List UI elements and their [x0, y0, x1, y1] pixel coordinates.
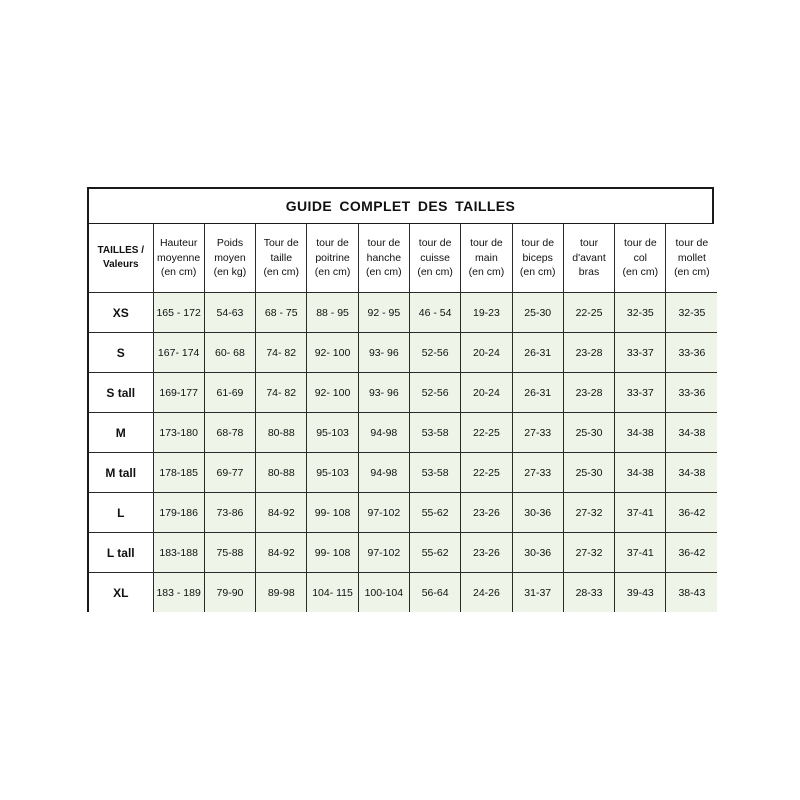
column-header [615, 224, 666, 293]
measurement-cell: 32-35 [615, 293, 666, 333]
measurement-cell: 36-42 [666, 533, 717, 573]
table-row [89, 573, 717, 613]
measurement-cell: 80-88 [256, 453, 307, 493]
measurement-cell: 25-30 [563, 413, 614, 453]
column-header [666, 224, 717, 293]
measurement-cell: 89-98 [256, 573, 307, 613]
measurement-cell: 92- 100 [307, 333, 358, 373]
header-line: hanche [366, 251, 402, 264]
measurement-cell: 183 - 189 [153, 573, 204, 613]
measurement-cell: 55-62 [409, 493, 460, 533]
measurement-cell: 46 - 54 [409, 293, 460, 333]
measurement-cell: 30-36 [512, 533, 563, 573]
measurement-cell: 19-23 [461, 293, 512, 333]
measurement-cell: 24-26 [461, 573, 512, 613]
size-label: XL [89, 573, 153, 613]
column-header [563, 224, 614, 293]
table-body [89, 293, 717, 613]
measurement-cell: 69-77 [204, 453, 255, 493]
header-line: main [475, 251, 498, 264]
measurement-cell: 178-185 [153, 453, 204, 493]
measurement-cell: 169-177 [153, 373, 204, 413]
measurement-cell: 104- 115 [307, 573, 358, 613]
size-label: L tall [89, 533, 153, 573]
size-label: M tall [89, 453, 153, 493]
measurement-cell: 93- 96 [358, 373, 409, 413]
measurement-cell: 74- 82 [256, 373, 307, 413]
measurement-cell: 20-24 [461, 333, 512, 373]
column-header [153, 224, 204, 293]
measurement-cell: 33-37 [615, 333, 666, 373]
measurement-cell: 39-43 [615, 573, 666, 613]
measurement-cell: 53-58 [409, 453, 460, 493]
measurement-cell: 52-56 [409, 373, 460, 413]
header-line: tour de [470, 237, 503, 250]
measurement-cell: 99- 108 [307, 533, 358, 573]
measurement-cell: 68 - 75 [256, 293, 307, 333]
measurement-cell: 183-188 [153, 533, 204, 573]
measurement-cell: 94-98 [358, 413, 409, 453]
header-line: (en cm) [622, 266, 659, 279]
measurement-cell: 94-98 [358, 453, 409, 493]
measurement-cell: 26-31 [512, 373, 563, 413]
measurement-cell: 165 - 172 [153, 293, 204, 333]
column-header [307, 224, 358, 293]
measurement-cell: 95-103 [307, 413, 358, 453]
measurement-cell: 22-25 [563, 293, 614, 333]
column-header [461, 224, 512, 293]
measurement-cell: 27-33 [512, 453, 563, 493]
header-line: tour [579, 237, 599, 250]
header-line: Hauteur [159, 237, 198, 250]
header-line: taille [270, 251, 293, 264]
measurement-cell: 34-38 [615, 413, 666, 453]
measurement-cell: 167- 174 [153, 333, 204, 373]
measurement-cell: 23-28 [563, 333, 614, 373]
measurement-cell: 27-32 [563, 493, 614, 533]
measurement-cell: 99- 108 [307, 493, 358, 533]
header-line: tour de [316, 237, 349, 250]
table-row [89, 333, 717, 373]
header-line: (en cm) [366, 266, 402, 279]
header-line: moyenne [157, 251, 201, 264]
table-row [89, 293, 717, 333]
measurement-cell: 73-86 [204, 493, 255, 533]
header-line: tour de [521, 237, 555, 250]
header-line: cuisse [420, 251, 451, 264]
table-row [89, 373, 717, 413]
measurement-cell: 61-69 [204, 373, 255, 413]
size-label: S tall [89, 373, 153, 413]
size-table [89, 224, 717, 612]
header-line: (en cm) [160, 266, 197, 279]
measurement-cell: 53-58 [409, 413, 460, 453]
column-header [512, 224, 563, 293]
measurement-cell: 60- 68 [204, 333, 255, 373]
measurement-cell: 75-88 [204, 533, 255, 573]
header-line: (en cm) [674, 266, 710, 279]
measurement-cell: 33-37 [615, 373, 666, 413]
header-line: (en kg) [213, 266, 247, 279]
measurement-cell: 92 - 95 [358, 293, 409, 333]
size-label: XS [89, 293, 153, 333]
column-header [358, 224, 409, 293]
size-guide-chart [87, 187, 714, 612]
table-row [89, 453, 717, 493]
header-line: tour de [623, 237, 657, 250]
header-line: TAILLES / [97, 244, 144, 256]
measurement-cell: 56-64 [409, 573, 460, 613]
measurement-cell: 34-38 [615, 453, 666, 493]
measurement-cell: 80-88 [256, 413, 307, 453]
header-line: tour de [675, 237, 709, 250]
measurement-cell: 22-25 [461, 453, 512, 493]
column-header [256, 224, 307, 293]
column-header [204, 224, 255, 293]
header-line: (en cm) [314, 266, 351, 279]
measurement-cell: 79-90 [204, 573, 255, 613]
measurement-cell: 23-26 [461, 533, 512, 573]
measurement-cell: 100-104 [358, 573, 409, 613]
measurement-cell: 97-102 [358, 493, 409, 533]
column-header [409, 224, 460, 293]
header-line: bras [578, 266, 600, 279]
size-label: M [89, 413, 153, 453]
measurement-cell: 55-62 [409, 533, 460, 573]
measurement-cell: 28-33 [563, 573, 614, 613]
measurement-cell: 52-56 [409, 333, 460, 373]
size-label: L [89, 493, 153, 533]
header-line: d'avant [572, 251, 606, 264]
measurement-cell: 54-63 [204, 293, 255, 333]
header-line: (en cm) [468, 266, 505, 279]
measurement-cell: 27-32 [563, 533, 614, 573]
measurement-cell: 173-180 [153, 413, 204, 453]
table-row [89, 533, 717, 573]
header-line: Poids [216, 237, 244, 250]
measurement-cell: 68-78 [204, 413, 255, 453]
measurement-cell: 23-26 [461, 493, 512, 533]
measurement-cell: 179-186 [153, 493, 204, 533]
chart-title: GUIDE COMPLET DES TAILLES [89, 189, 712, 224]
measurement-cell: 93- 96 [358, 333, 409, 373]
header-line: tour de [418, 237, 452, 250]
header-line: (en cm) [417, 266, 453, 279]
header-sizes-values [89, 224, 153, 293]
header-line: Valeurs [102, 259, 139, 270]
header-row [89, 224, 717, 293]
measurement-cell: 97-102 [358, 533, 409, 573]
measurement-cell: 36-42 [666, 493, 717, 533]
header-line: biceps [522, 251, 553, 264]
header-line: tour de [367, 237, 401, 250]
measurement-cell: 31-37 [512, 573, 563, 613]
measurement-cell: 95-103 [307, 453, 358, 493]
measurement-cell: 25-30 [512, 293, 563, 333]
measurement-cell: 32-35 [666, 293, 717, 333]
header-line: Tour de [263, 237, 299, 250]
measurement-cell: 88 - 95 [307, 293, 358, 333]
size-label: S [89, 333, 153, 373]
measurement-cell: 38-43 [666, 573, 717, 613]
table-row [89, 413, 717, 453]
measurement-cell: 37-41 [615, 533, 666, 573]
header-line: mollet [677, 251, 706, 264]
header-line: (en cm) [263, 266, 300, 279]
header-line: poitrine [315, 251, 350, 264]
table-row [89, 493, 717, 533]
measurement-cell: 27-33 [512, 413, 563, 453]
measurement-cell: 84-92 [256, 493, 307, 533]
measurement-cell: 33-36 [666, 333, 717, 373]
measurement-cell: 37-41 [615, 493, 666, 533]
measurement-cell: 33-36 [666, 373, 717, 413]
measurement-cell: 30-36 [512, 493, 563, 533]
measurement-cell: 84-92 [256, 533, 307, 573]
measurement-cell: 26-31 [512, 333, 563, 373]
measurement-cell: 92- 100 [307, 373, 358, 413]
measurement-cell: 22-25 [461, 413, 512, 453]
measurement-cell: 34-38 [666, 413, 717, 453]
header-line: moyen [214, 251, 246, 264]
measurement-cell: 23-28 [563, 373, 614, 413]
measurement-cell: 25-30 [563, 453, 614, 493]
header-line: (en cm) [519, 266, 556, 279]
measurement-cell: 74- 82 [256, 333, 307, 373]
measurement-cell: 20-24 [461, 373, 512, 413]
header-line: col [633, 251, 648, 264]
measurement-cell: 34-38 [666, 453, 717, 493]
